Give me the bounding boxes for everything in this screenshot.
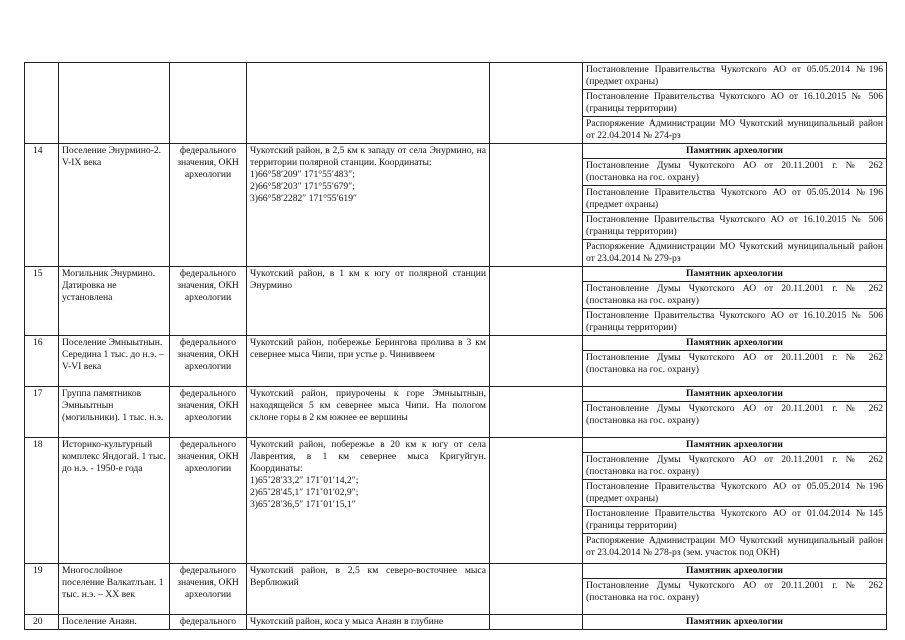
monument-name: Многослойное поселение Валкатлъан. 1 тыс. н.э. – XX век (59, 564, 170, 615)
document-entry: Постановление Правительства Чукотского АО от 16.10.2015 № 506 (границы территории) (583, 213, 886, 240)
monument-category: федерального значения, ОКН археологии (170, 267, 247, 336)
table-row (25, 336, 887, 387)
documents-cell (583, 438, 887, 564)
documents-list (583, 615, 886, 629)
empty-cell (490, 387, 583, 438)
documents-cell (583, 564, 887, 615)
document-entry: Распоряжение Администрации МО Чукотский муниципальный район от 23.04.2014 № 279-рз (586, 241, 883, 264)
monument-name: Группа памятников Эмныытнын (могильники). 1 тыс. н.э. (59, 387, 170, 438)
row-number (25, 63, 59, 144)
monument-location: Чукотский район, в 1 км к югу от полярной станции Энурмино (247, 267, 490, 336)
documents-cell (583, 267, 887, 336)
documents-list (583, 144, 886, 266)
documents-list (583, 387, 886, 428)
document-entry: Постановление Правительства Чукотского АО от 05.05.2014 №196 (предмет охраны) (583, 186, 886, 213)
documents-list (583, 63, 886, 143)
empty-cell (490, 336, 583, 387)
row-number: 20 (25, 615, 59, 630)
documents-cell (583, 144, 887, 267)
table-row (25, 267, 887, 336)
document-page (24, 62, 886, 630)
documents-heading: Памятник археологии (583, 438, 886, 453)
documents-heading: Памятник археологии (583, 336, 886, 351)
table-row (25, 564, 887, 615)
monument-category (170, 63, 247, 144)
documents-heading: Памятник археологии (583, 267, 886, 282)
document-entry: Постановление Правительства Чукотского АО от 16.10.2015 № 506 (границы территории) (586, 310, 883, 333)
row-number: 16 (25, 336, 59, 387)
document-entry: Распоряжение Администрации МО Чукотский муниципальный район от 23.04.2014 № 278-рз (зем. участок под ОКН) (586, 535, 883, 558)
row-number: 18 (25, 438, 59, 564)
monument-location (247, 63, 490, 144)
documents-heading: Памятник археологии (583, 144, 886, 159)
empty-cell (490, 564, 583, 615)
table-row (25, 387, 887, 438)
document-entry: Постановление Думы Чукотского АО от 20.11.2001 г. № 262 (постановка на гос. охрану) (586, 580, 883, 603)
document-entry: Постановление Правительства Чукотского АО от 05.05.2014 №196 (предмет охраны) (583, 63, 886, 90)
monument-category: федерального (170, 615, 247, 630)
monument-category: федерального значения, ОКН археологии (170, 144, 247, 267)
document-entry: Распоряжение Администрации МО Чукотский муниципальный район от 22.04.2014 № 274-рз (586, 118, 883, 141)
documents-list (583, 438, 886, 560)
monument-category: федерального значения, ОКН археологии (170, 336, 247, 387)
monument-location: Чукотский район, побережье в 20 км к югу от села Лаврентия, в 1 км севернее мыса Кригуйгун. Координаты: 1)65˚28′33,2″ 171˚01′14,2″; 2)65˚28′45,1″ 171˚01′02,9″; 3)65˚28′36,5″ 171˚01′15,1″ (247, 438, 490, 564)
documents-cell (583, 63, 887, 144)
monument-location: Чукотский район, коса у мыса Анаян в глубине (247, 615, 490, 630)
row-number: 15 (25, 267, 59, 336)
document-entry: Постановление Правительства Чукотского АО от 01.04.2014 №145 (границы территории) (583, 507, 886, 534)
documents-cell (583, 387, 887, 438)
documents-list (583, 564, 886, 605)
document-entry: Постановление Думы Чукотского АО от 20.11.2001 г. № 262 (постановка на гос. охрану) (583, 159, 886, 186)
monument-name: Историко-культурный комплекс Яндогай. 1 тыс. до н.э. - 1950-е года (59, 438, 170, 564)
documents-heading: Памятник археологии (686, 616, 783, 627)
monuments-table (24, 62, 887, 630)
documents-list (583, 336, 886, 377)
monument-location: Чукотский район, в 2,5 км северо-восточнее мыса Верблюжий (247, 564, 490, 615)
monument-location: Чукотский район, приурочены к горе Эмныытнын, находящейся 5 км севернее мыса Чипи. На пологом склоне горы в 2 км южнее ее вершины (247, 387, 490, 438)
document-entry: Постановление Думы Чукотского АО от 20.11.2001 г. № 262 (постановка на гос. охрану) (586, 403, 883, 426)
empty-cell (490, 267, 583, 336)
empty-cell (490, 438, 583, 564)
row-number: 17 (25, 387, 59, 438)
monument-name: Могильник Энурмино. Датировка не установлена (59, 267, 170, 336)
document-entry: Постановление Думы Чукотского АО от 20.11.2001 г. № 262 (постановка на гос. охрану) (586, 352, 883, 375)
monument-location: Чукотский район, побережье Берингова пролива в 3 км севернее мыса Чипи, при устье р. Чиниввеем (247, 336, 490, 387)
monument-name: Поселение Энурмино-2. V-IX века (59, 144, 170, 267)
documents-list (583, 267, 886, 335)
monument-name: Поселение Анаян. (59, 615, 170, 630)
document-entry: Постановление Правительства Чукотского АО от 05.05.2014 №196 (предмет охраны) (583, 480, 886, 507)
document-entry: Постановление Правительства Чукотского АО от 16.10.2015 № 506 (границы территории) (583, 90, 886, 117)
table-row (25, 144, 887, 267)
document-entry: Постановление Думы Чукотского АО от 20.11.2001 г. № 262 (постановка на гос. охрану) (583, 282, 886, 309)
documents-heading: Памятник археологии (583, 564, 886, 579)
row-number: 19 (25, 564, 59, 615)
empty-cell (490, 144, 583, 267)
monument-category: федерального значения, ОКН археологии (170, 387, 247, 438)
documents-heading: Памятник археологии (583, 387, 886, 402)
table-row (25, 438, 887, 564)
empty-cell (490, 63, 583, 144)
row-number: 14 (25, 144, 59, 267)
monument-location: Чукотский район, в 2,5 км к западу от села Энурмино, на территории полярной станции. Координаты: 1)66°58′209″ 171°55′483″; 2)66°58′203″ 171°55′679″; 3)66°58′2282″ 171°55′619″ (247, 144, 490, 267)
monument-category: федерального значения, ОКН археологии (170, 438, 247, 564)
empty-cell (490, 615, 583, 630)
documents-cell (583, 615, 887, 630)
documents-cell (583, 336, 887, 387)
table-row (25, 63, 887, 144)
table-row (25, 615, 887, 630)
monument-name: Поселение Эмныытнын. Середина 1 тыс. до н.э. – V-VI века (59, 336, 170, 387)
monument-name (59, 63, 170, 144)
monument-category: федерального значения, ОКН археологии (170, 564, 247, 615)
document-entry: Постановление Думы Чукотского АО от 20.11.2001 г. № 262 (постановка на гос. охрану) (583, 453, 886, 480)
